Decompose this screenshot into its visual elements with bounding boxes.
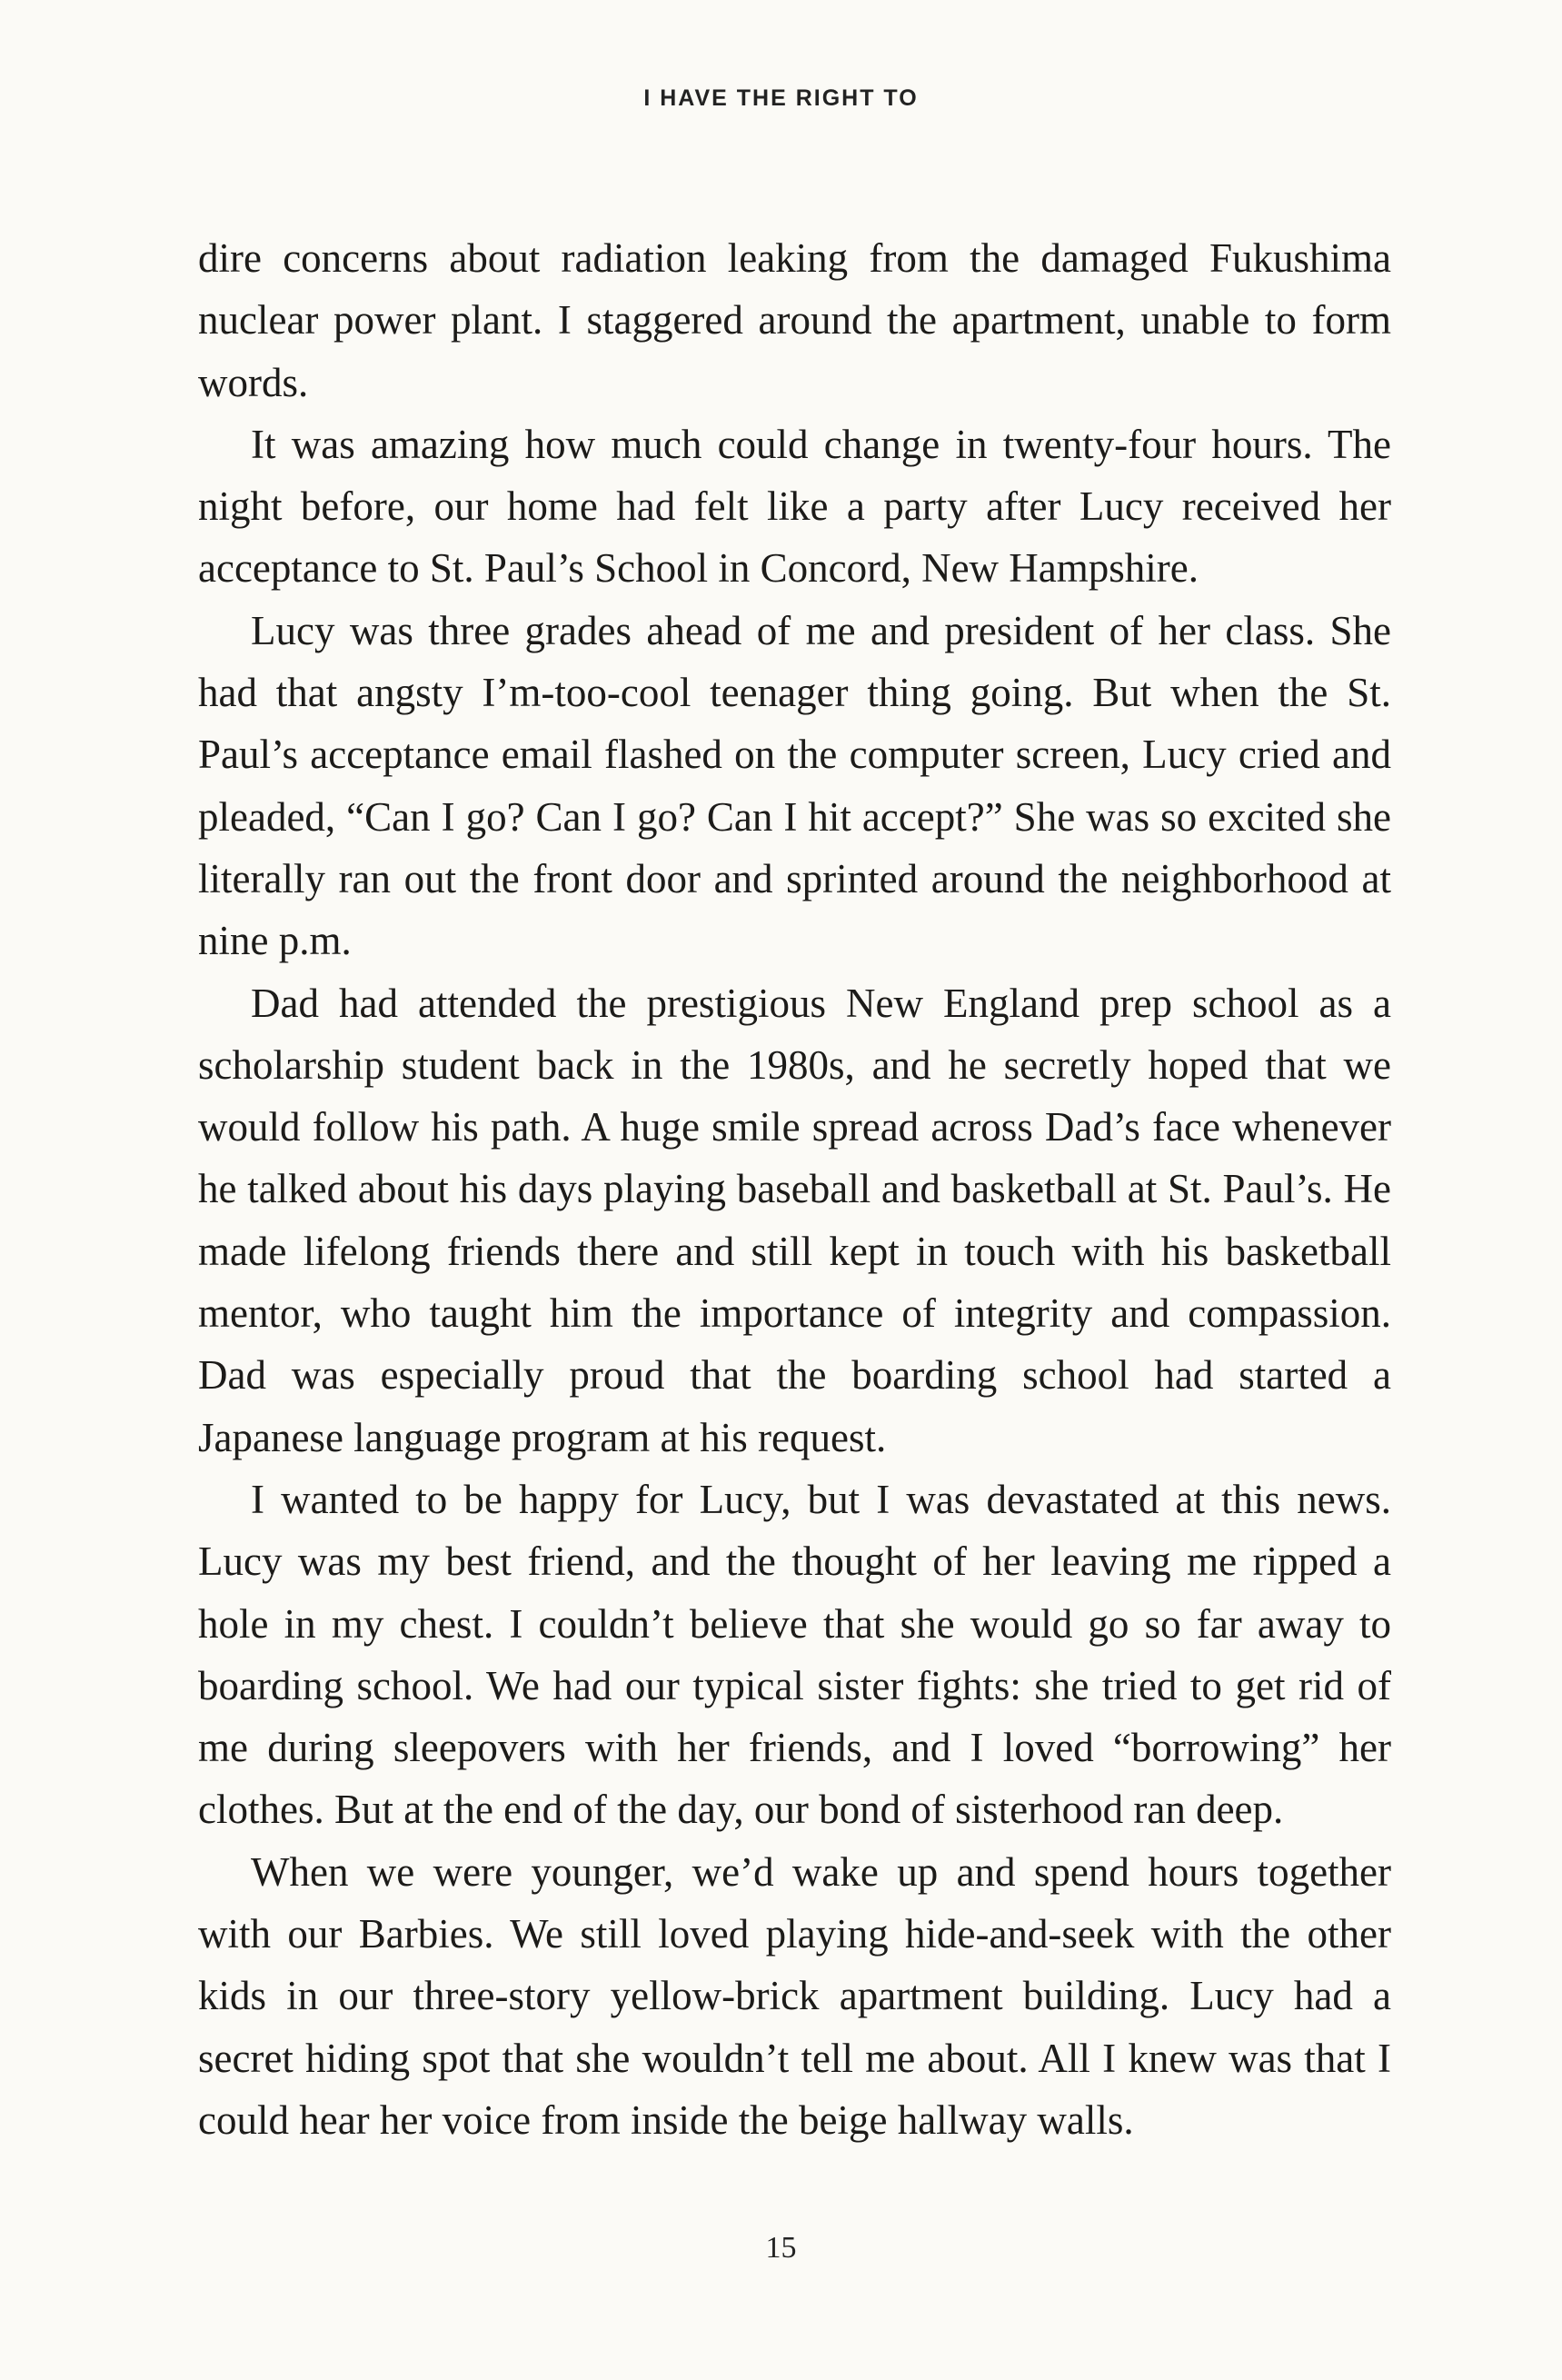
paragraph: It was amazing how much could change in twenty-four hours. The night before, our home had felt like a party after Lucy received her acceptance to St. Paul’s School in Concord, New Hampshire. bbox=[198, 421, 1391, 592]
paragraph: Dad had attended the prestigious New England prep school as a scholarship student back in the 1980s, and he secretly hoped that we would follow his path. A huge smile spread across Dad’s face whenever he talked about his days playing baseball and basketball at St. Paul’s. He made lifelong friends there and still kept in touch with his basketball mentor, who taught him the importance of integrity and compassion. Dad was especially proud that the boarding school had started a Japanese language program at his request. bbox=[198, 980, 1391, 1460]
paragraph: Lucy was three grades ahead of me and president of her class. She had that angsty I’m-too-cool teenager thing going. But when the St. Paul’s acceptance email flashed on the computer screen, Lucy cried and pleaded, “Can I go? Can I go? Can I hit accept?” She was so excited she literally ran out the front door and sprinted around the neighborhood at nine p.m. bbox=[198, 607, 1391, 964]
page-number: 15 bbox=[765, 2231, 797, 2265]
running-head: I HAVE THE RIGHT TO bbox=[643, 85, 919, 111]
paragraph: When we were younger, we’d wake up and spend hours together with our Barbies. We still loved playing hide-and-seek with the other kids in our three-story yellow-brick apartment building. Lucy had a secret hiding spot that she wouldn’t tell me about. All I knew was that I could hear her voice from inside the beige hallway walls. bbox=[198, 1848, 1391, 2143]
body-text bbox=[198, 227, 1391, 2151]
paragraph: dire concerns about radiation leaking from the damaged Fukushima nuclear power plant. I staggered around the apartment, unable to form words. bbox=[198, 235, 1391, 405]
paragraph: I wanted to be happy for Lucy, but I was devastated at this news. Lucy was my best friend, and the thought of her leaving me ripped a hole in my chest. I couldn’t believe that she would go so far away to boarding school. We had our typical sister fights: she tried to get rid of me during sleepovers with her friends, and I loved “borrowing” her clothes. But at the end of the day, our bond of sisterhood ran deep. bbox=[198, 1476, 1391, 1833]
